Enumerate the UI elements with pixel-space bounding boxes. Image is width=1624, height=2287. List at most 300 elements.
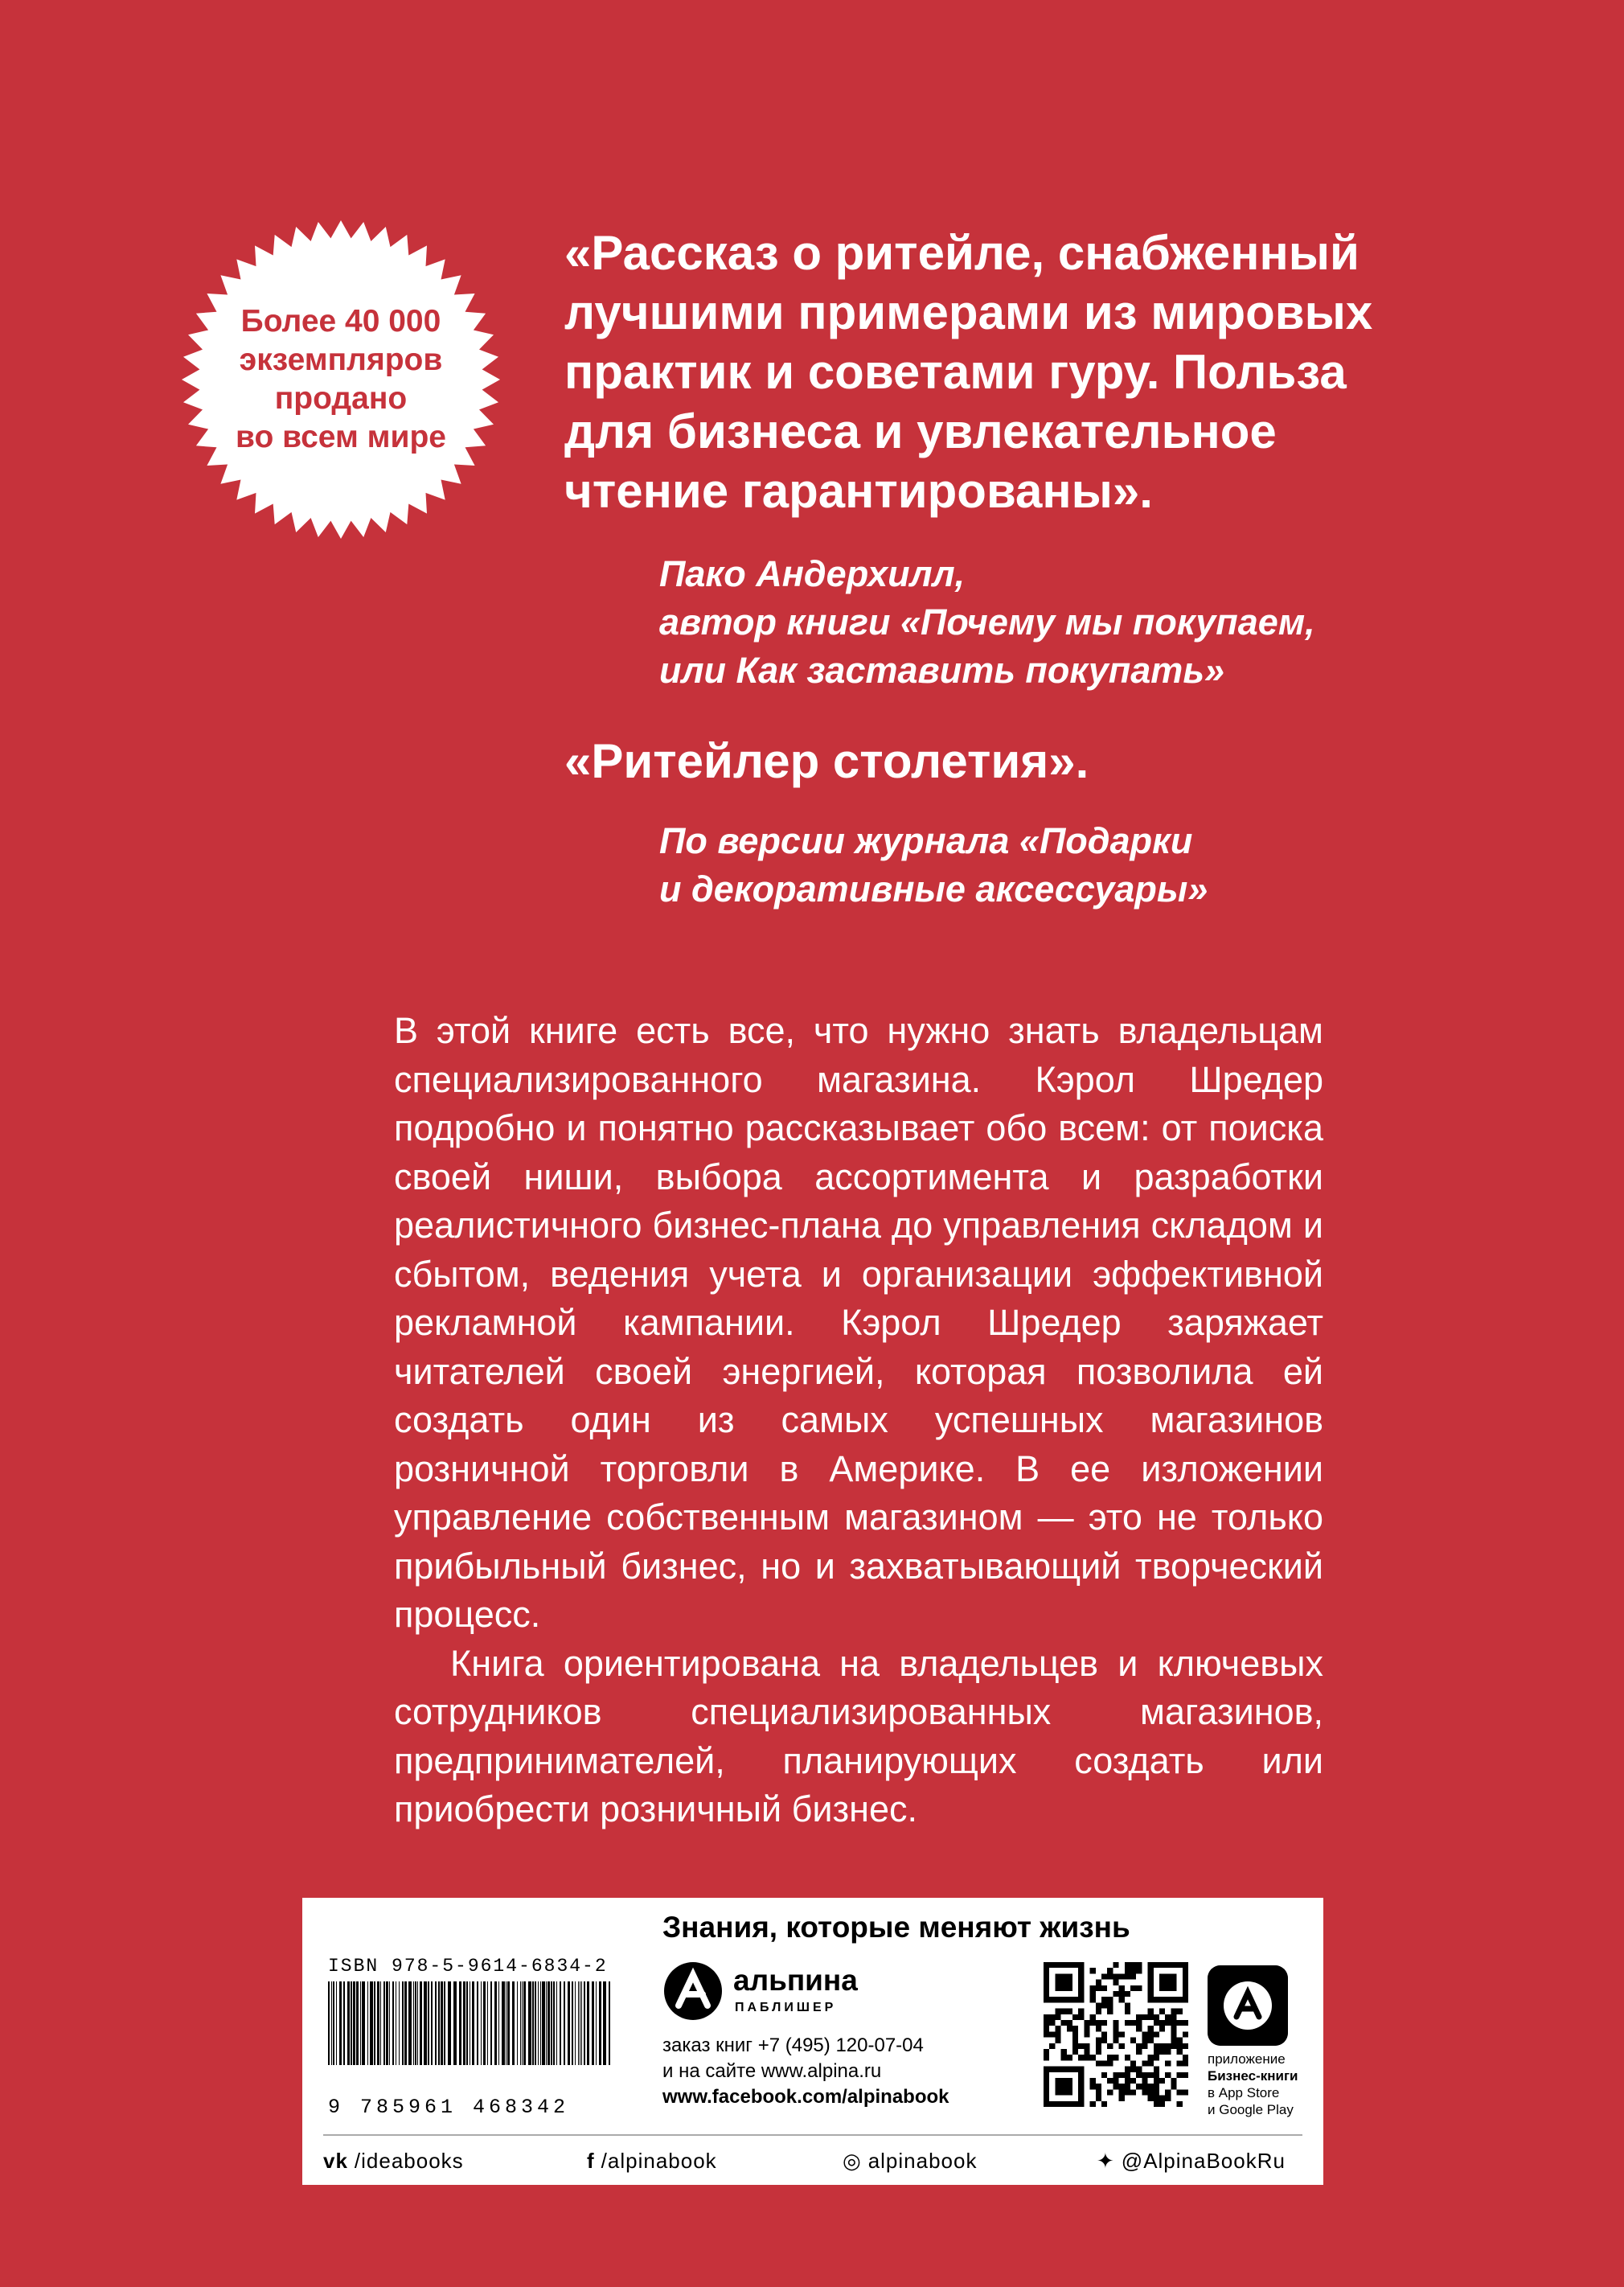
qr-module [1171,2043,1176,2049]
qr-module [1096,2096,1101,2101]
barcode-bar [520,1981,521,2065]
qr-module [1096,2002,1101,2008]
review-attribution-2 [659,817,1576,914]
qr-module [1113,1973,1118,1979]
barcode-bar [578,1981,579,2065]
barcode-bar [599,1981,601,2065]
qr-module [1107,2055,1113,2060]
barcode-bar [498,1981,499,2065]
qr-module [1119,2043,1125,2049]
qr-module [1183,2031,1188,2037]
barcode-bar [377,1981,379,2065]
barcode-bar [584,1981,585,2065]
qr-module [1136,2049,1142,2055]
barcode-bar [367,1981,368,2065]
qr-module [1113,1980,1118,1985]
qr-module [1130,2038,1136,2043]
barcode-bar [331,1981,332,2065]
barcode-bar [568,1981,570,2065]
qr-module [1130,2089,1136,2095]
badge-line: Более 40 000 [240,304,441,339]
barcode-bar [351,1981,352,2065]
qr-module [1096,2020,1101,2026]
qr-module [1136,2084,1142,2089]
qr-module [1096,2089,1101,2095]
barcode-bar [392,1981,394,2065]
qr-module [1084,2031,1089,2037]
qr-module [1130,1968,1136,1973]
barcode-bar [362,1981,365,2065]
website-link[interactable]: и на сайте www.alpina.ru [662,2060,882,2082]
barcode-bar [551,1981,552,2065]
qr-module [1130,2078,1136,2084]
qr-module [1130,1973,1136,1979]
qr-module [1125,1991,1130,1997]
qr-module [1084,2026,1089,2031]
qr-module [1072,2049,1078,2055]
qr-module [1142,2060,1147,2066]
qr-module [1136,1962,1142,1968]
qr-module [1177,2038,1183,2043]
qr-module [1113,2084,1118,2089]
barcode-bar [572,1981,573,2065]
qr-module [1165,2089,1171,2095]
badge-line: во всем мире [235,420,446,454]
barcode-bar [556,1981,557,2065]
qr-module [1159,2043,1165,2049]
barcode-bar [517,1981,518,2065]
qr-module [1130,1962,1136,1968]
qr-module [1125,2072,1130,2078]
qr-finder [1055,2078,1072,2096]
qr-module [1061,2009,1067,2014]
publisher-slogan: Знания, которые меняют жизнь [662,1911,1130,1944]
qr-module [1183,2060,1188,2066]
qr-module [1183,2089,1188,2095]
book-description [394,1007,1323,1834]
qr-module [1107,1968,1113,1973]
qr-module [1107,2078,1113,2084]
qr-module [1165,2020,1171,2026]
qr-module [1125,2078,1130,2084]
qr-module [1096,2049,1101,2055]
barcode-bar [490,1981,492,2065]
qr-module [1154,2014,1159,2020]
qr-module [1154,2089,1159,2095]
qr-module [1154,2072,1159,2078]
qr-module [1177,2089,1183,2095]
barcode-bar [472,1981,474,2065]
badge-line: продано [274,381,408,416]
barcode-bar [575,1981,576,2065]
qr-module [1130,2060,1136,2066]
barcode-bar [596,1981,597,2065]
barcode-bar [339,1981,342,2065]
barcode-bar [383,1981,385,2065]
qr-module [1136,2014,1142,2020]
qr-module [1090,1991,1096,1997]
qr-module [1101,2101,1107,2107]
barcode-bar [466,1981,468,2065]
barcode-bar [487,1981,488,2065]
barcode-bar [459,1981,461,2065]
qr-module [1072,2031,1078,2037]
qr-module [1084,2055,1089,2060]
qr-module [1148,2055,1154,2060]
barcode-bar [528,1981,531,2065]
social-facebook[interactable] [587,2149,717,2174]
qr-module [1165,2096,1171,2101]
qr-module [1078,2014,1084,2020]
barcode-bar [408,1981,412,2065]
qr-finder [1055,1973,1072,1991]
quote-line: практик и советами гуру. Польза [564,345,1347,399]
qr-module [1136,2043,1142,2049]
sales-badge-text [180,219,502,540]
qr-module [1072,2038,1078,2043]
social-instagram[interactable] [843,2149,977,2174]
qr-module [1136,1985,1142,1991]
qr-module [1113,2055,1118,2060]
twitter-icon: ✦ [1097,2149,1115,2173]
qr-module [1183,2020,1188,2026]
qr-module [1107,2009,1113,2014]
qr-module [1067,2026,1072,2031]
qr-module [1044,2031,1049,2037]
barcode-bar [417,1981,418,2065]
social-vk[interactable] [323,2149,464,2174]
description-paragraph: Книга ориентирована на владельцев и ключевых сотрудников специализированных магазинов, предпринимателей, планирующих создать или приобрести розничный бизнес. [394,1642,1323,1829]
qr-module [1125,2009,1130,2014]
qr-module [1154,2067,1159,2072]
barcode-bar [547,1981,550,2065]
qr-module [1142,2078,1147,2084]
qr-module [1055,2031,1060,2037]
barcode-bar [592,1981,594,2065]
qr-module [1090,2078,1096,2084]
barcode-bar [581,1981,582,2065]
qr-module [1183,2072,1188,2078]
qr-module [1107,2089,1113,2095]
publisher-contacts [662,2033,949,2110]
qr-module [1148,2031,1154,2037]
qr-module [1130,2067,1136,2072]
qr-module [1113,2072,1118,2078]
qr-module [1096,1985,1101,1991]
facebook-link[interactable]: www.facebook.com/alpinabook [662,2086,949,2108]
qr-module [1142,2031,1147,2037]
qr-module [1136,2072,1142,2078]
qr-module [1078,2043,1084,2049]
qr-module [1165,2049,1171,2055]
qr-module [1049,2031,1055,2037]
publisher-name: альпина [733,1964,858,1997]
qr-module [1096,2038,1101,2043]
qr-module [1101,2060,1107,2066]
qr-module [1061,2049,1067,2055]
app-line: приложение [1208,2051,1286,2067]
qr-module [1171,2031,1176,2037]
qr-module [1130,2020,1136,2026]
social-handle: /ideabooks [354,2149,464,2173]
qr-module [1072,2043,1078,2049]
qr-module [1159,2026,1165,2031]
social-handle: alpinabook [867,2149,978,2173]
qr-module [1136,2020,1142,2026]
qr-module [1125,2067,1130,2072]
barcode-bar [415,1981,416,2065]
qr-module [1067,2009,1072,2014]
attribution-line: и декоративные аксессуары» [659,868,1208,909]
qr-module [1096,2084,1101,2089]
qr-module [1142,2089,1147,2095]
qr-module [1090,1985,1096,1991]
qr-module [1044,2026,1049,2031]
review-quote-1 [564,224,1593,521]
qr-code [1044,1962,1188,2107]
barcode-bar [603,1981,606,2065]
barcode-bar [356,1981,359,2065]
social-handle: @AlpinaBookRu [1121,2149,1286,2173]
qr-module [1136,2026,1142,2031]
qr-module [1113,2038,1118,2043]
qr-module [1125,1962,1130,1968]
qr-module [1183,2055,1188,2060]
barcode-bar [587,1981,589,2065]
qr-module [1142,2038,1147,2043]
qr-module [1159,2009,1165,2014]
qr-module [1055,2026,1060,2031]
qr-module [1101,1973,1107,1979]
barcode-bar [494,1981,497,2065]
app-promo [1208,2051,1320,2118]
quote-line: для бизнеса и увлекательное [564,404,1277,458]
qr-module [1113,1962,1118,1968]
barcode-bar [386,1981,388,2065]
barcode-bar [502,1981,505,2065]
publisher-subname: ПАБЛИШЕР [735,2001,837,2014]
qr-module [1090,2020,1096,2026]
qr-module [1177,2020,1183,2026]
qr-module [1177,2060,1183,2066]
qr-module [1154,2078,1159,2084]
qr-module [1107,2060,1113,2066]
qr-module [1125,2020,1130,2026]
qr-module [1154,2101,1159,2107]
review-attribution-1 [659,550,1576,695]
qr-module [1113,2026,1118,2031]
qr-module [1159,2078,1165,2084]
qr-module [1148,2084,1154,2089]
qr-module [1084,2049,1089,2055]
qr-module [1078,2009,1084,2014]
qr-module [1119,1985,1125,1991]
qr-module [1044,2020,1049,2026]
app-line: и Google Play [1208,2102,1294,2117]
qr-module [1049,2020,1055,2026]
quote-line: «Ритейлер столетия». [564,734,1089,788]
isbn-label: ISBN 978-5-9614-6834-2 [328,1956,608,1977]
qr-module [1125,1973,1130,1979]
qr-module [1159,2101,1165,2107]
attribution-line: или Как заставить покупать» [659,650,1225,691]
barcode-bar [402,1981,404,2065]
publisher-panel [302,1898,1323,2185]
barcode-bar [428,1981,429,2065]
qr-module [1125,2084,1130,2089]
qr-module [1055,2009,1060,2014]
qr-module [1159,2020,1165,2026]
qr-module [1113,2031,1118,2037]
qr-module [1107,1997,1113,2002]
qr-module [1154,2055,1159,2060]
app-icon[interactable] [1208,1965,1288,2046]
qr-module [1165,2043,1171,2049]
qr-module [1090,2014,1096,2020]
barcode-bar [413,1981,414,2065]
barcode-bar [532,1981,534,2065]
barcode-bar [523,1981,526,2065]
barcode-bar [370,1981,373,2065]
qr-module [1171,2038,1176,2043]
qr-module [1148,2038,1154,2043]
barcode-bar [546,1981,547,2065]
qr-module [1136,1968,1142,1973]
qr-module [1148,2089,1154,2095]
qr-module [1101,2031,1107,2037]
qr-module [1159,2096,1165,2101]
description-paragraph: В этой книге есть все, что нужно знать владельцам специализированного магазина. Кэрол Шредер подробно и понятно рассказывает обо всем: от поиска своей ниши, выбора ассортимента и разработки реалистичного бизнес-плана до управления складом и сбытом, ведения учета и организации эффективной рекламной кампании. Кэрол Шредер заряжает читателей своей энергией, которая позволила ей создать один из самых успешных магазинов розничной торговли в Америке. В ее изложении управление собственным магазином — это не только прибыльный бизнес, но и захватывающий творческий процесс. [394,1010,1323,1635]
barcode-bar [441,1981,443,2065]
barcode-number: 9 785961 468342 [328,2096,570,2119]
barcode-bar [507,1981,510,2065]
qr-module [1154,2049,1159,2055]
qr-module [1159,2049,1165,2055]
attribution-line: По версии журнала «Подарки [659,820,1193,861]
sales-badge [180,219,502,540]
qr-module [1125,2002,1130,2008]
barcode-bar [538,1981,539,2065]
attribution-line: автор книги «Почему мы покупаем, [659,602,1315,643]
quote-line: «Рассказ о ритейле, снабженный [564,226,1359,280]
qr-module [1171,2026,1176,2031]
barcode-bar [540,1981,541,2065]
barcode-bar [353,1981,355,2065]
order-phone: заказ книг +7 (495) 120-07-04 [662,2034,924,2056]
qr-module [1177,2101,1183,2107]
barcode-bar [374,1981,375,2065]
divider [323,2134,1302,2136]
qr-module [1107,1973,1113,1979]
qr-module [1090,2055,1096,2060]
qr-module [1125,1968,1130,1973]
qr-module [1171,2084,1176,2089]
app-line: Бизнес-книги [1208,2068,1298,2084]
qr-module [1119,2072,1125,2078]
barcode-bar [438,1981,440,2065]
qr-module [1165,2014,1171,2020]
qr-module [1055,2014,1060,2020]
facebook-icon: f [587,2149,595,2173]
qr-module [1177,2049,1183,2055]
qr-module [1171,2020,1176,2026]
qr-module [1101,1985,1107,1991]
qr-module [1148,2026,1154,2031]
qr-module [1078,2055,1084,2060]
qr-module [1177,2043,1183,2049]
qr-module [1119,1991,1125,1997]
qr-module [1072,2014,1078,2020]
qr-module [1055,2038,1060,2043]
qr-module [1183,2043,1188,2049]
app-line: в App Store [1208,2085,1280,2100]
barcode-bar [360,1981,361,2065]
barcode-bar [404,1981,407,2065]
qr-module [1142,2014,1147,2020]
publisher-logo [662,1961,871,2022]
qr-module [1113,1991,1118,1997]
qr-module [1084,2043,1089,2049]
qr-module [1154,2031,1159,2037]
qr-module [1119,2084,1125,2089]
qr-module [1101,1997,1107,2002]
review-quote-2 [564,732,1529,791]
qr-module [1049,2043,1055,2049]
qr-module [1165,2060,1171,2066]
qr-module [1125,2055,1130,2060]
qr-module [1096,2026,1101,2031]
barcode-bar [431,1981,433,2065]
qr-module [1125,2089,1130,2095]
qr-module [1107,2043,1113,2049]
qr-module [1171,2014,1176,2020]
qr-module [1119,1997,1125,2002]
qr-module [1142,2043,1147,2049]
barcode-bar [343,1981,345,2065]
attribution-line: Пако Андерхилл, [659,553,966,594]
barcode-bar [435,1981,437,2065]
qr-module [1061,2055,1067,2060]
barcode-bar [444,1981,445,2065]
qr-module [1142,2072,1147,2078]
qr-module [1101,2038,1107,2043]
qr-module [1148,2009,1154,2014]
barcode-bar [522,1981,523,2065]
qr-module [1044,2014,1049,2020]
qr-module [1090,2084,1096,2089]
barcode-bar [483,1981,486,2065]
qr-module [1142,2084,1147,2089]
qr-module [1090,2101,1096,2107]
quote-line: чтение гарантированы». [564,464,1153,518]
social-twitter[interactable] [1097,2149,1286,2174]
barcode-bar [553,1981,555,2065]
qr-module [1148,2072,1154,2078]
qr-module [1107,2002,1113,2008]
barcode-bar [609,1981,610,2065]
qr-module [1119,2096,1125,2101]
qr-module [1101,2020,1107,2026]
barcode-bar [512,1981,515,2065]
qr-module [1154,2020,1159,2026]
qr-module [1090,1997,1096,2002]
quote-line: лучшими примерами из мировых [564,285,1373,339]
qr-module [1096,2043,1101,2049]
qr-module [1113,2078,1118,2084]
qr-module [1067,2055,1072,2060]
qr-module [1061,2020,1067,2026]
qr-module [1148,2096,1154,2101]
